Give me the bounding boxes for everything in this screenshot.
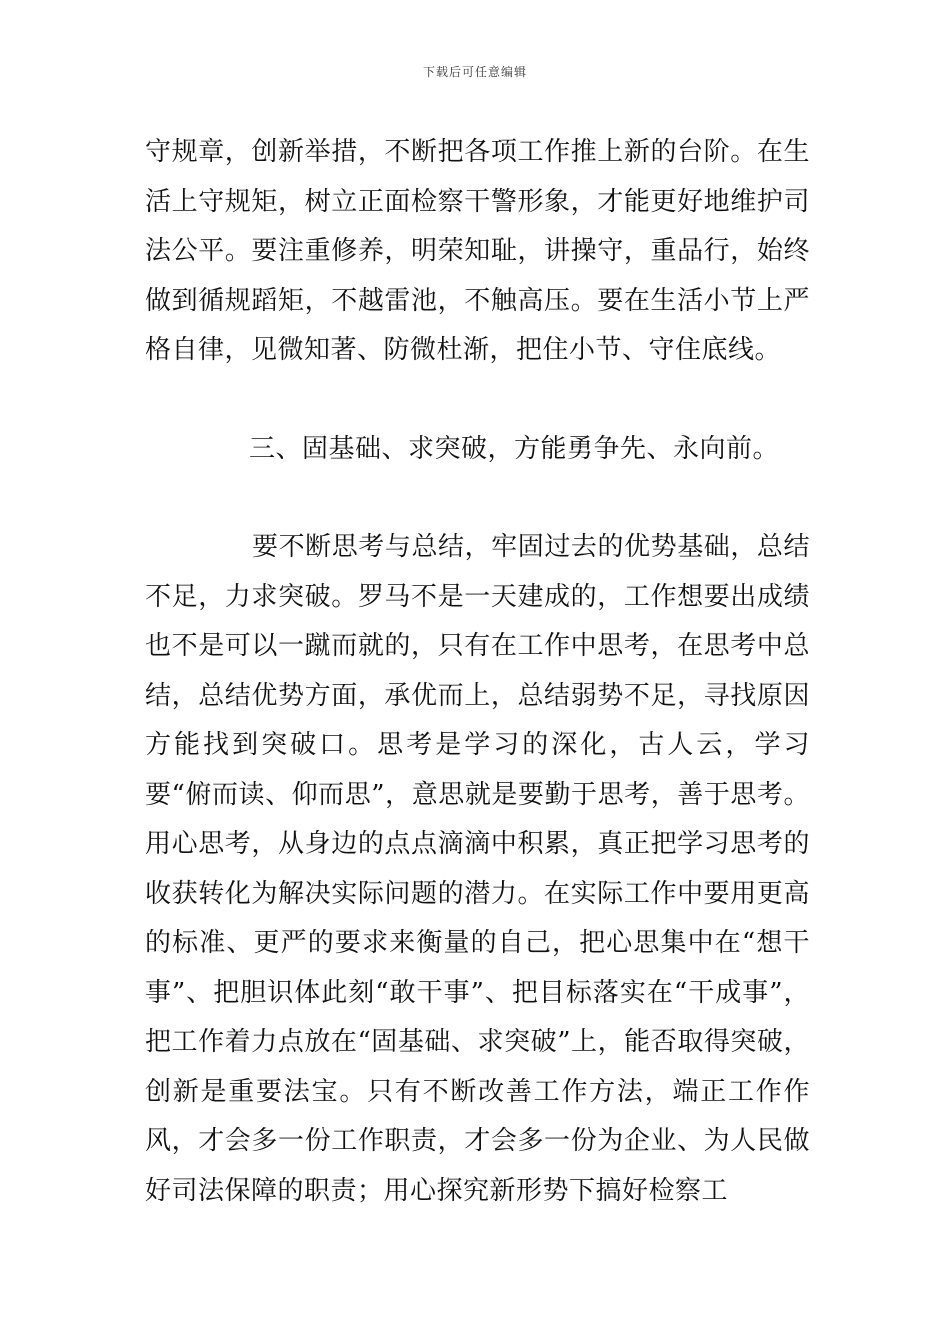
section-heading: 三、固基础、求突破，方能勇争先、永向前。 — [249, 433, 780, 464]
page-header-note: 下载后可任意编辑 — [422, 65, 527, 79]
paragraph-2: 要不断思考与总结，牢固过去的优势基础，总结不足，力求突破。罗马不是一天建成的，工作想要出成绩也不是可以一蹴而就的，只有在工作中思考，在思考中总结，总结优势方面，承优而上，总结弱势不足，寻找原因方能找到突破口。思考是学习的深化，古人云，学习要“俯而读、仰而思”，意思就是要勤于思考，善于思考。用心思考，从身边的点点滴滴中积累，真正把学习思考的收获转化为解决实际问题的潜力。在实际工作中要用更高的标准、更严的要求来衡量的自己，把心思集中在“想干事”、把胆识体此刻“敢干事”、把目标落实在“干成事”，把工作着力点放在“固基础、求突破”上，能否取得突破，创新是重要法宝。只有不断改善工作方法，端正工作作风，才会多一份工作职责，才会多一份为企业、为人民做好司法保障的职责；用心探究新形势下搞好检察工 — [145, 532, 810, 1206]
document-body — [145, 128, 810, 1216]
paragraph-1: 守规章，创新举措，不断把各项工作推上新的台阶。在生活上守规矩，树立正面检察干警形象，才能更好地维护司法公平。要注重修养，明荣知耻，讲操守，重品行，始终做到循规蹈矩，不越雷池，不触高压。要在生活小节上严格自律，见微知著、防微杜渐，把住小节、守住底线。 — [145, 137, 810, 365]
